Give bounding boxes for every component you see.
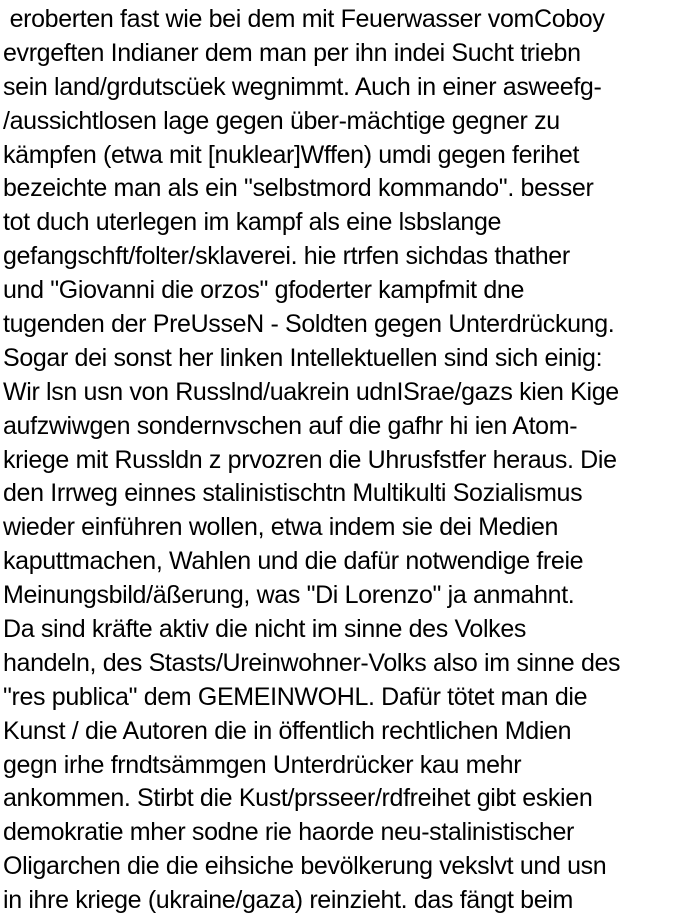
text-line: Kunst / die Autoren die in öffentlich rechtlichen Mdien	[3, 716, 572, 745]
text-line: eroberten fast wie bei dem mit Feuerwasser vomCoboy	[3, 5, 605, 33]
text-line: Da sind kräfte aktiv die nicht im sinne des Volkes	[3, 615, 527, 644]
text-line: tot duch uterlegen im kampf als eine lsbslange	[3, 208, 502, 237]
text-lines-container	[3, 3, 684, 918]
text-line: handeln, des Stasts/Ureinwohner-Volks also im sinne des	[3, 648, 621, 677]
text-line: /aussichtlosen lage gegen über-mächtige gegner zu	[3, 106, 560, 135]
text-line: und "Giovanni die orzos" gfoderter kampfmit dne	[3, 276, 525, 305]
text-line: ankommen. Stirbt die Kust/prsseer/rdfreihet gibt eskien	[3, 784, 593, 813]
text-line: Oligarchen die die eihsiche bevölkerung vekslvt und usn	[3, 852, 607, 881]
text-line: Meinungsbild/äßerung, was "Di Lorenzo" ja anmahnt.	[3, 581, 575, 610]
text-line: gefangschft/folter/sklaverei. hie rtrfen sichdas thather	[3, 242, 570, 271]
text-line: wieder einführen wollen, etwa indem sie dei Medien	[3, 513, 559, 542]
text-line: evrgeften Indianer dem man per ihn indei Sucht triebn	[3, 38, 581, 67]
text-line: in ihre kriege (ukraine/gaza) reinzieht. das fängt beim	[3, 886, 573, 915]
text-line: kämpfen (etwa mit [nuklear]Wffen) umdi gegen ferihet	[3, 140, 580, 169]
text-line: Sogar dei sonst her linken Intellektuellen sind sich einig:	[3, 343, 603, 372]
text-line: sein land/grdutscüek wegnimmt. Auch in einer asweefg-	[3, 72, 602, 101]
text-line: gegn irhe frndtsämmgen Unterdrücker kau mehr	[3, 750, 522, 779]
text-line: kaputtmachen, Wahlen und die dafür notwendige freie	[3, 547, 584, 576]
text-line: den Irrweg einnes stalinistischtn Multikulti Sozialismus	[3, 479, 583, 508]
text-line: Wir lsn usn von Russlnd/uakrein udnISrae/gazs kien Kige	[3, 377, 619, 406]
text-line: demokratie mher sodne rie haorde neu-stalinistischer	[3, 818, 574, 847]
text-line: kriege mit Russldn z prvozren die Uhrusfstfer heraus. Die	[3, 445, 617, 474]
text-line: tugenden der PreUsseN - Soldten gegen Unterdrückung.	[3, 310, 615, 339]
text-line: aufzwiwgen sondernvschen auf die gafhr hi ien Atom-	[3, 411, 578, 440]
text-line: "res publica" dem GEMEINWOHL. Dafür tötet man die	[3, 682, 588, 711]
text-line: bezeichte man als ein "selbstmord kommando". besser	[3, 174, 594, 203]
